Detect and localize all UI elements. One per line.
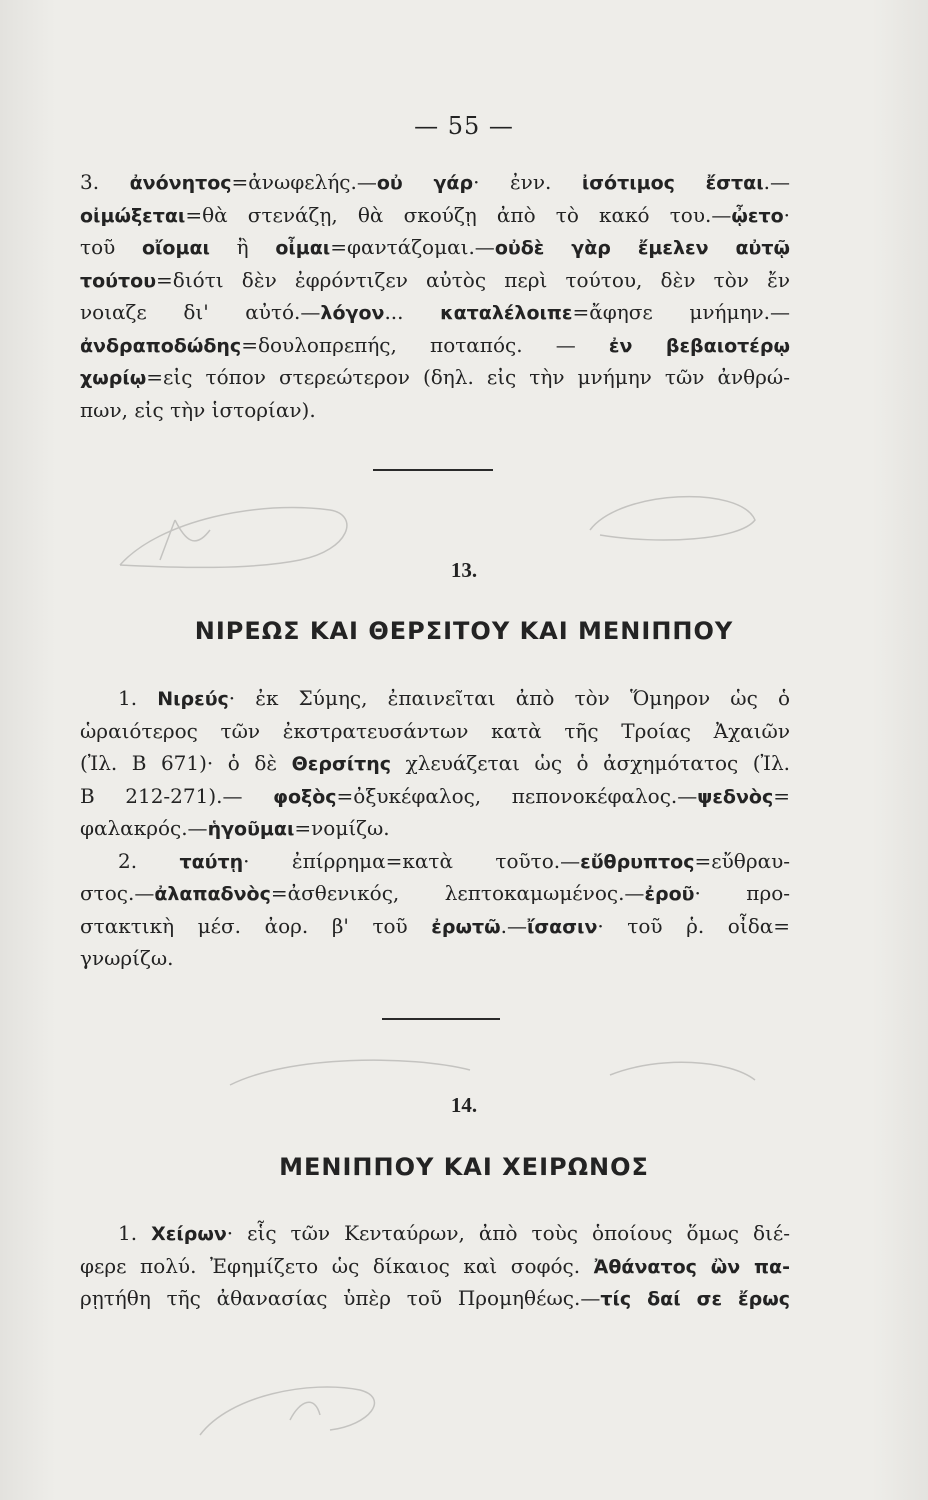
section-title: ΝΙΡΕΩΣ ΚΑΙ ΘΕΡΣΙΤΟΥ ΚΑΙ ΜΕΝΙΠΠΟΥ	[194, 617, 734, 645]
text-line: ὡραιότερος τῶν ἐκστρατευσάντων κατὰ τῆς Τροίας Ἀχαιῶν	[80, 718, 790, 743]
text-line: στος.—ἀλαπαδνὸς=ἀσθενικός, λεπτοκαμωμένος.—ἐροῦ· προ-	[80, 881, 790, 905]
text-line: 1. Χείρων· εἷς τῶν Κενταύρων, ἀπὸ τοὺς ὁποίους ὅμως διέ-	[118, 1221, 790, 1245]
section-title: ΜΕΝΙΠΠΟΥ ΚΑΙ ΧΕΙΡΩΝΟΣ	[279, 1153, 649, 1181]
text-line: 2. ταύτῃ· ἐπίρρημα=κατὰ τοῦτο.—εὔθρυπτος=εὔθραυ-	[118, 848, 790, 873]
page-number: — 55 —	[414, 112, 514, 140]
text-line: ρῃτήθη τῆς ἀθανασίας ὑπὲρ τοῦ Προμηθέως.—τίς δαί σε ἔρως	[80, 1286, 790, 1310]
text-line: 3. ἀνόνητος=ἀνωφελής.—οὐ γάρ· ἐνν. ἰσότιμος ἔσται.—	[80, 170, 790, 194]
text-line: πων, εἰς τὴν ἱστορίαν).	[80, 397, 316, 422]
section-number: 13.	[450, 558, 478, 582]
text-line: (Ἰλ. Β 671)· ὁ δὲ Θερσίτης χλευάζεται ὡς ὁ ἀσχημότατος (Ἰλ.	[80, 751, 791, 775]
text-line: 1. Νιρεύς· ἐκ Σύμης, ἐπαινεῖται ἀπὸ τὸν Ὅμηρον ὡς ὁ	[118, 686, 790, 710]
text-line: φαλακρός.—ἡγοῦμαι=νομίζω.	[80, 816, 390, 840]
section-13-notes	[80, 682, 790, 975]
text-line: νοιαζε δι' αὐτό.—λόγον... καταλέλοιπε=ἄφησε μνήμην.—	[80, 300, 790, 324]
text-line: τοῦ οἴομαι ἢ οἶμαι=φαντάζομαι.—οὐδὲ γὰρ ἔμελεν αὐτῷ	[80, 235, 790, 259]
text-line: στακτικὴ μέσ. ἀορ. β' τοῦ ἐρωτῶ.—ἴσασιν· τοῦ ῥ. οἶδα=	[80, 913, 790, 938]
text-line: Β 212-271).— φοξὸς=ὀξυκέφαλος, πεπονοκέφαλος.—ψεδνὸς=	[80, 783, 791, 808]
text-line: τούτου=διότι δὲν ἐφρόντιζεν αὐτὸς περὶ τούτου, δὲν τὸν ἔν	[80, 267, 790, 292]
section-12-notes	[80, 166, 790, 426]
text-line: ἀνδραποδώδης=δουλοπρεπής, ποταπός. — ἐν βεβαιοτέρῳ	[80, 332, 790, 357]
text-line: φερε πολύ. Ἐφημίζετο ὡς δίκαιος καὶ σοφός. Ἀθάνατος ὢν πα-	[80, 1253, 790, 1278]
stamp-mark	[190, 1370, 450, 1450]
section-divider	[382, 1018, 500, 1020]
text-line: γνωρίζω.	[80, 946, 174, 970]
text-line: χωρίῳ=εἰς τόπον στερεώτερον (δηλ. εἰς τὴν μνήμην τῶν ἀνθρώ-	[80, 365, 790, 389]
section-14-notes	[80, 1217, 790, 1315]
text-line: οἰμώξεται=θὰ στενάζῃ, θὰ σκούζῃ ἀπὸ τὸ κακό του.—ᾦετο·	[80, 202, 790, 227]
section-divider	[373, 469, 493, 471]
section-number: 14.	[450, 1093, 478, 1117]
